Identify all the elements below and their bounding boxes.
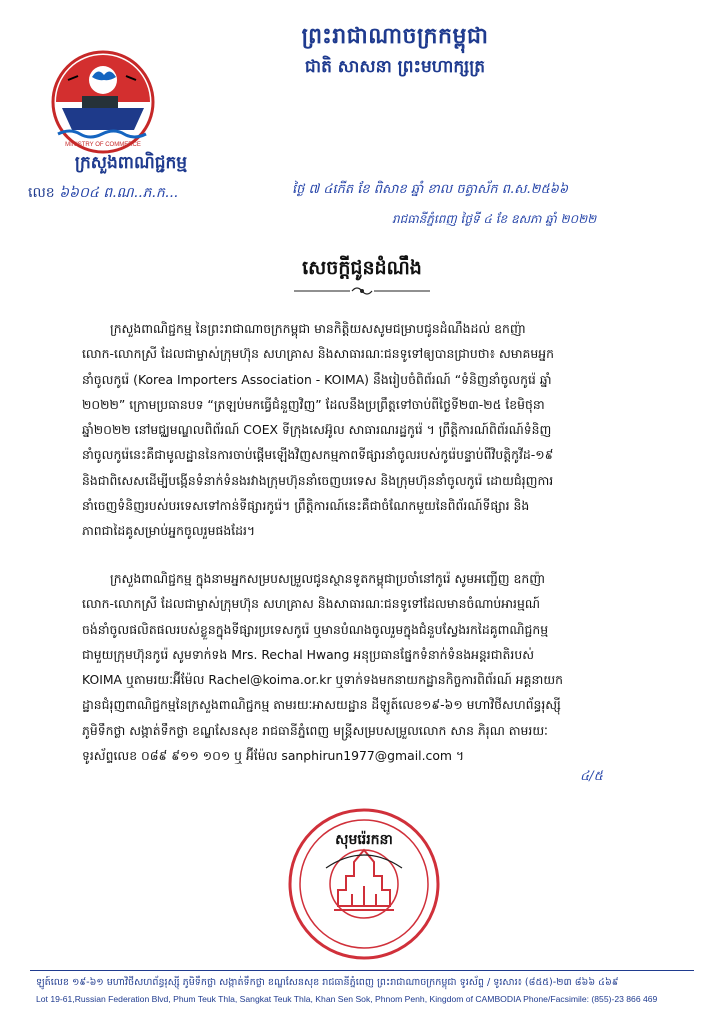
title-ornament-icon [292, 284, 432, 298]
body-line: ចង់នាំចូលផលិតផលរបស់ខ្លួនក្នុងទីផ្សារប្រទេសកូរ៉េ ឬមានបំណងចូលរួមក្នុងជំនួបស្វែងរកដៃគូពាណិជ្ជកម្ម [82, 621, 549, 637]
body-line: នាំចូលកូរ៉េនេះគឺជាមូលដ្ឋាននៃការចាប់ផ្តើមឡើងវិញសកម្មភាពទីផ្សារនាំចូលរបស់កូរ៉េបន្ទាប់ពីវិបត្តិកូវីដ-១៩ [82, 447, 554, 463]
body-line: ទូរស័ព្ទលេខ ០៨៩ ៩១១ ១០១ ឬ អ៊ីម៉ែល sanphirun1977@gmail.com ។ [82, 748, 465, 764]
seal-overlay [286, 806, 442, 962]
solar-date: រាជធានីភ្នំពេញ ថ្ងៃទី ៤ ខែ ឧសភា ឆ្នាំ ២០២២ [392, 212, 597, 226]
footer-address-khmer: ឡូត៍លេខ ១៩-៦១ មហាវិថីសហព័ន្ធរុស្ស៊ី ភូមិទឹកថ្លា សង្កាត់ទឹកថ្លា ខណ្ឌសែនសុខ រាជធានីភ្នំពេញ ព្រះរាជាណាចក្រកម្ពុជា ទូរស័ព្ទ / ទូរសារ៖ (៨៥៥)-២៣ ៨៦៦ ៤៦៩ [36, 977, 619, 988]
reference-label: លេខ [28, 185, 55, 201]
body-line: ដ្ឋានជំរុញពាណិជ្ជកម្មនៃក្រសួងពាណិជ្ជកម្ម តាមរយៈអាសយដ្ឋាន ដីឡូត៍លេខ១៩-៦១ មហាវិថីសហព័ន្ធរុស្ស៊ី [82, 697, 561, 713]
body-line: ក្រសួងពាណិជ្ជកម្ម ក្នុងនាមអ្នកសម្របសម្រួលជូនស្ថានទូតកម្ពុជាប្រចាំនៅកូរ៉េ សូមអញ្ជើញ ឧកញ៉ា [110, 571, 545, 586]
body-line: លោក-លោកស្រី ដែលជាម្ចាស់ក្រុមហ៊ុន សហគ្រាស និងសាធារណៈជនទូទៅដែលមានចំណាប់អារម្មណ៍ [82, 596, 540, 612]
reference-value: ៦៦០៤ ព.ណ..ភ.ក... [59, 185, 179, 201]
reference-number [28, 183, 178, 204]
body-line: ភូមិទឹកថ្លា សង្កាត់ទឹកថ្លា ខណ្ឌសែនសុខ រាជធានីភ្នំពេញ មន្ត្រីសម្របសម្រួលលោក សាន ភិរុណ តាមរយៈ [82, 722, 548, 738]
body-line: ជាមួយក្រុមហ៊ុនកូរ៉េ សូមទាក់ទង Mrs. Rechal Hwang អនុប្រធានផ្នែកទំនាក់ទំនងអន្តរជាតិរបស់ [82, 646, 534, 662]
body-line: ឆ្នាំ២០២២ នៅមជ្ឈមណ្ឌលពិព័រណ៍ COEX ទីក្រុងសេអ៊ូល សាធារណរដ្ឋកូរ៉េ ។ ព្រឹត្តិការណ៍ពិព័រណ៍ទំនិញ [82, 422, 552, 438]
kingdom-heading: ព្រះរាជាណាចក្រកម្ពុជា [301, 24, 489, 49]
ministry-name: ក្រសួងពាណិជ្ជកម្ម [74, 153, 188, 173]
body-paragraph-2 [82, 566, 674, 768]
national-motto: ជាតិ សាសនា ព្រះមហាក្សត្រ [304, 57, 486, 77]
handwritten-initial: ៤/៥ [580, 769, 603, 784]
body-line: ក្រសួងពាណិជ្ជកម្ម នៃព្រះរាជាណាចក្រកម្ពុជា មានកិត្តិយសសូមជម្រាបជូនដំណឹងដល់ ឧកញ៉ា [110, 321, 526, 336]
body-line: នាំចូលកូរ៉េ (Korea Importers Association - KOIMA) នឹងរៀបចំពិព័រណ៍ “ទំនិញនាំចូលកូរ៉េ ឆ្នាំ [82, 371, 552, 387]
body-line: ភាពជាដៃគូសម្រាប់អ្នកចូលរួមផងដែរ។ [82, 523, 256, 539]
letterhead [0, 0, 724, 240]
document-title: សេចក្តីជូនដំណឹង [302, 257, 422, 279]
body-paragraph-1 [82, 316, 674, 544]
lunar-date: ថ្ងៃ ៧ ៤កើត ខែ ពិសាខ ឆ្នាំ ខាល ចត្វាស័ក ព.ស.២៥៦៦ [292, 182, 569, 197]
logo-caption: MINISTRY OF COMMERCE [65, 142, 141, 148]
footer-address-english: Lot 19-61,Russian Federation Blvd, Phum Teuk Thla, Sangkat Teuk Thla, Khan Sen Sok, Phnom Penh, Kingdom of CAMBODIA Phone/Facsimile: (855)-23 866 469 [36, 994, 658, 1004]
body-line: នាំចេញទំនិញរបស់បរទេសទៅកាន់ទីផ្សារកូរ៉េ។ ព្រឹត្តិការណ៍នេះគឺជាចំណែកមួយនៃពិព័រណ៍ទីផ្សារ និង [82, 498, 530, 514]
footer-divider [30, 970, 694, 971]
seal-signature-text: សុមរ៉េរកនា [335, 832, 393, 848]
body-line: លោក-លោកស្រី ដែលជាម្ចាស់ក្រុមហ៊ុន សហគ្រាស និងសាធារណៈជនទូទៅឲ្យបានជ្រាបថា៖ សមាគមអ្នក [82, 346, 555, 362]
body-line: ២០២២” ក្រោមប្រធានបទ “ត្រឡប់មកធ្វើជំនួញវិញ” ដែលនឹងប្រព្រឹត្តទៅចាប់ពីថ្ងៃទី២៣-២៥ ខែមិថុនា [82, 396, 545, 412]
body-line: និងជាពិសេសដើម្បីបង្កើនទំនាក់ទំនងរវាងក្រុមហ៊ុននាំចេញបរទេស និងក្រុមហ៊ុននាំចូលកូរ៉េ ដោយជំរុញការ [82, 472, 554, 488]
body-line: KOIMA ឬតាមរយៈអ៊ីម៉ែល Rachel@koima.or.kr ឬទាក់ទងមកនាយកដ្ឋានកិច្ចការពិព័រណ៍ អគ្គនាយក [82, 672, 563, 688]
ministry-logo-icon [48, 50, 158, 155]
